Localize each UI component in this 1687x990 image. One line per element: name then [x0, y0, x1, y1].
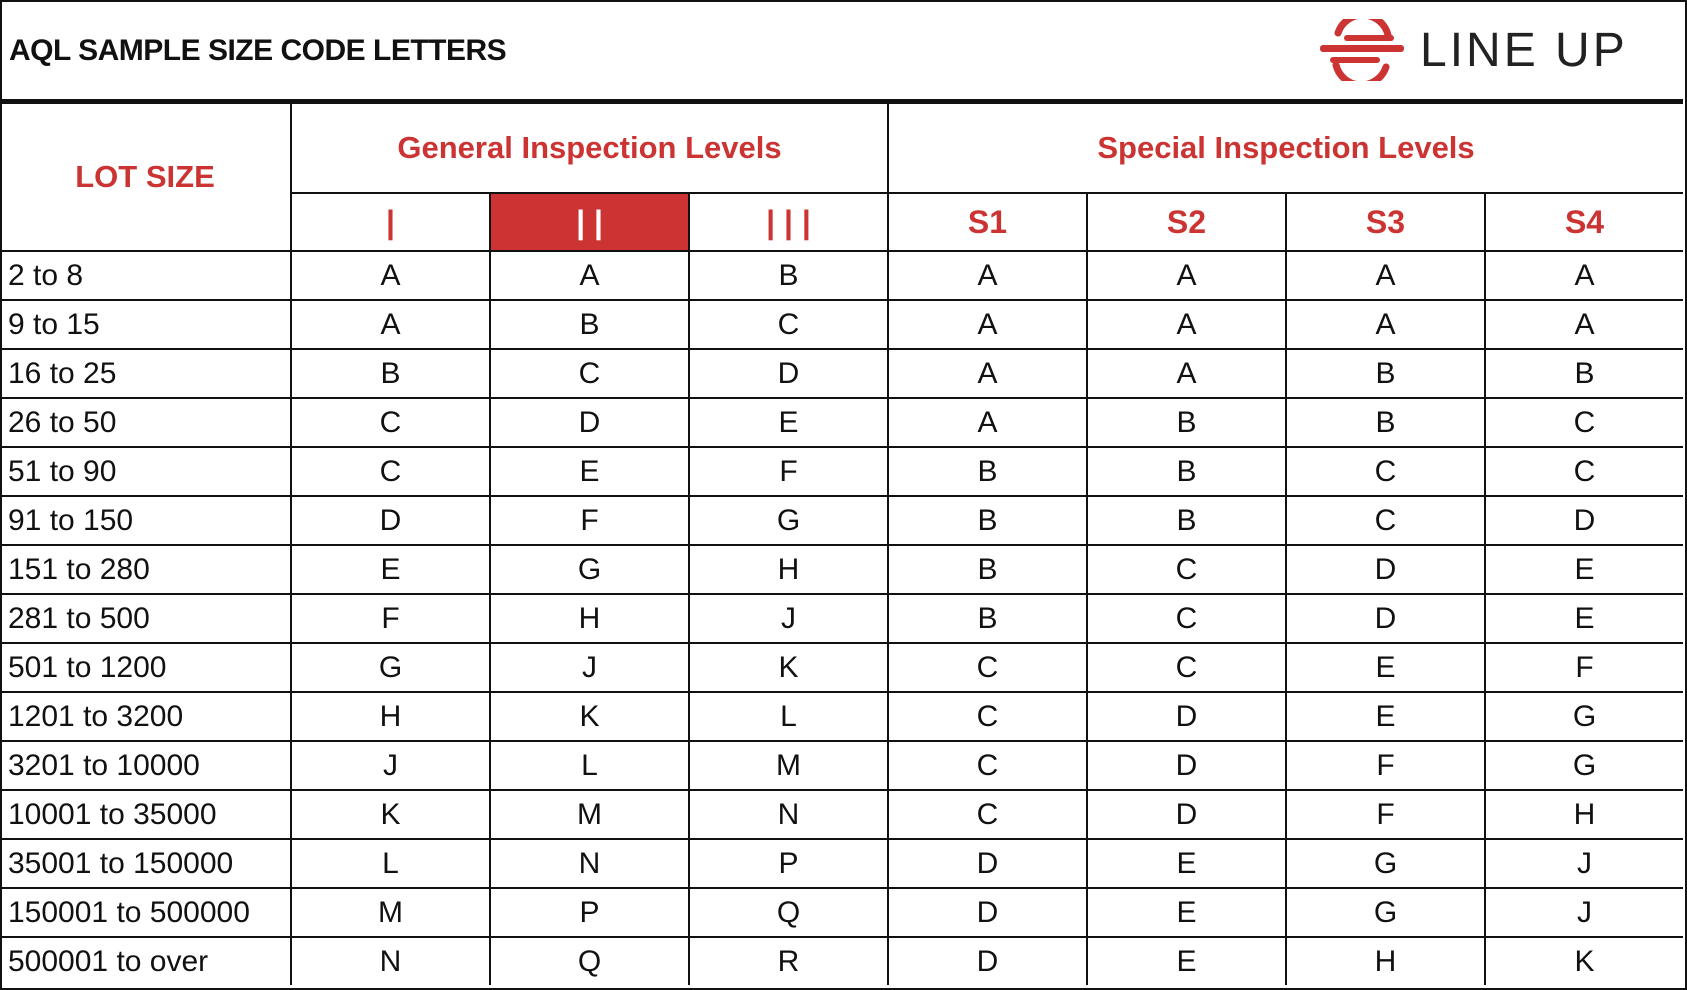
code-letter-cell: H — [490, 594, 689, 643]
code-letter-cell: K — [490, 692, 689, 741]
lot-size-cell: 150001 to 500000 — [0, 888, 291, 937]
code-letter-cell: C — [490, 349, 689, 398]
table-row — [0, 839, 1683, 888]
code-letter-cell: C — [1087, 545, 1286, 594]
code-letter-cell: P — [490, 888, 689, 937]
lot-size-cell: 51 to 90 — [0, 447, 291, 496]
table-row — [0, 300, 1683, 349]
level-header: S2 — [1087, 193, 1286, 251]
code-letter-cell: L — [291, 839, 490, 888]
general-levels-header: General Inspection Levels — [291, 103, 888, 193]
code-letter-cell: F — [1485, 643, 1683, 692]
code-letter-cell: E — [1087, 839, 1286, 888]
level-header: S1 — [888, 193, 1087, 251]
code-letter-cell: C — [888, 741, 1087, 790]
code-letter-cell: A — [490, 251, 689, 300]
code-letter-cell: A — [888, 251, 1087, 300]
code-letter-cell: E — [291, 545, 490, 594]
code-letter-cell: C — [291, 447, 490, 496]
lot-size-cell: 3201 to 10000 — [0, 741, 291, 790]
table-row — [0, 643, 1683, 692]
code-letter-cell: J — [689, 594, 888, 643]
page-title: AQL SAMPLE SIZE CODE LETTERS — [9, 34, 507, 67]
code-letter-cell: C — [1485, 447, 1683, 496]
level-header: S4 — [1485, 193, 1683, 251]
code-letter-cell: J — [1485, 888, 1683, 937]
lot-size-cell: 500001 to over — [0, 937, 291, 985]
code-letter-cell: F — [1286, 741, 1485, 790]
table-row — [0, 888, 1683, 937]
code-letter-cell: B — [1087, 398, 1286, 447]
lot-size-cell: 1201 to 3200 — [0, 692, 291, 741]
table-row — [0, 594, 1683, 643]
code-letter-cell: L — [490, 741, 689, 790]
code-letter-cell: Q — [689, 888, 888, 937]
code-letter-cell: E — [689, 398, 888, 447]
lot-size-header: LOT SIZE — [0, 103, 291, 251]
code-letter-cell: D — [1087, 790, 1286, 839]
table-row — [0, 349, 1683, 398]
code-letter-cell: B — [888, 594, 1087, 643]
code-letter-cell: D — [689, 349, 888, 398]
code-letter-cell: J — [291, 741, 490, 790]
code-letter-cell: K — [291, 790, 490, 839]
code-letter-cell: G — [490, 545, 689, 594]
code-letter-cell: F — [689, 447, 888, 496]
table-row — [0, 545, 1683, 594]
level-header: | | — [490, 193, 689, 251]
lot-size-cell: 10001 to 35000 — [0, 790, 291, 839]
code-letter-cell: B — [1087, 496, 1286, 545]
brand-logo — [1318, 18, 1628, 82]
code-letter-cell: P — [689, 839, 888, 888]
code-letter-cell: E — [1485, 594, 1683, 643]
code-letter-cell: J — [1485, 839, 1683, 888]
code-letter-cell: K — [1485, 937, 1683, 985]
level-header: | — [291, 193, 490, 251]
code-letter-cell: A — [1087, 300, 1286, 349]
code-letter-cell: H — [291, 692, 490, 741]
code-letter-cell: C — [689, 300, 888, 349]
code-letter-cell: H — [1485, 790, 1683, 839]
code-letter-cell: A — [1485, 251, 1683, 300]
code-letter-cell: D — [888, 888, 1087, 937]
code-letter-cell: D — [1485, 496, 1683, 545]
code-letter-cell: A — [1485, 300, 1683, 349]
code-letter-cell: G — [1286, 888, 1485, 937]
table-row — [0, 398, 1683, 447]
code-letter-cell: N — [490, 839, 689, 888]
lot-size-cell: 2 to 8 — [0, 251, 291, 300]
code-letter-cell: A — [888, 398, 1087, 447]
table-row — [0, 790, 1683, 839]
code-letter-cell: K — [689, 643, 888, 692]
code-letter-cell: A — [1286, 251, 1485, 300]
code-letter-cell: E — [1485, 545, 1683, 594]
code-letter-cell: R — [689, 937, 888, 985]
code-letter-cell: A — [1286, 300, 1485, 349]
lot-size-cell: 91 to 150 — [0, 496, 291, 545]
code-letter-cell: B — [1087, 447, 1286, 496]
code-letter-cell: A — [1087, 349, 1286, 398]
level-header: S3 — [1286, 193, 1485, 251]
code-letter-cell: C — [888, 643, 1087, 692]
code-letter-cell: A — [888, 349, 1087, 398]
code-letter-cell: A — [291, 300, 490, 349]
code-letter-cell: D — [888, 839, 1087, 888]
code-letter-cell: D — [888, 937, 1087, 985]
lineup-logo-icon — [1318, 19, 1406, 81]
code-letter-cell: B — [1485, 349, 1683, 398]
code-letter-cell: F — [291, 594, 490, 643]
special-levels-header: Special Inspection Levels — [888, 103, 1683, 193]
code-letter-cell: F — [1286, 790, 1485, 839]
table-row — [0, 251, 1683, 300]
table-row — [0, 496, 1683, 545]
code-letter-cell: E — [1286, 692, 1485, 741]
lot-size-cell: 35001 to 150000 — [0, 839, 291, 888]
code-letter-cell: C — [291, 398, 490, 447]
code-letter-cell: E — [1087, 937, 1286, 985]
code-letter-cell: E — [1286, 643, 1485, 692]
code-letter-cell: J — [490, 643, 689, 692]
code-letter-cell: N — [689, 790, 888, 839]
code-letter-cell: G — [689, 496, 888, 545]
code-letter-cell: M — [490, 790, 689, 839]
code-letter-cell: D — [1087, 692, 1286, 741]
code-letter-cell: C — [888, 790, 1087, 839]
code-letter-cell: B — [291, 349, 490, 398]
table-row — [0, 447, 1683, 496]
code-letter-cell: D — [1286, 594, 1485, 643]
code-letter-cell: B — [888, 545, 1087, 594]
code-letter-cell: D — [291, 496, 490, 545]
code-letter-cell: C — [1485, 398, 1683, 447]
code-letter-cell: G — [1485, 741, 1683, 790]
code-letter-cell: C — [1286, 496, 1485, 545]
lot-size-cell: 16 to 25 — [0, 349, 291, 398]
lot-size-cell: 26 to 50 — [0, 398, 291, 447]
code-letter-cell: B — [490, 300, 689, 349]
code-letter-cell: G — [1485, 692, 1683, 741]
code-letter-cell: F — [490, 496, 689, 545]
code-letter-cell: E — [490, 447, 689, 496]
code-letter-cell: A — [1087, 251, 1286, 300]
code-letter-cell: D — [1087, 741, 1286, 790]
code-letter-cell: M — [291, 888, 490, 937]
title-bar — [0, 0, 1683, 102]
code-letter-cell: A — [291, 251, 490, 300]
code-letter-cell: H — [1286, 937, 1485, 985]
code-letter-cell: D — [490, 398, 689, 447]
lot-size-cell: 151 to 280 — [0, 545, 291, 594]
table-row — [0, 741, 1683, 790]
code-letter-cell: G — [1286, 839, 1485, 888]
code-letter-cell: B — [1286, 349, 1485, 398]
code-letter-cell: C — [1087, 594, 1286, 643]
code-letter-cell: M — [689, 741, 888, 790]
lot-size-cell: 9 to 15 — [0, 300, 291, 349]
code-letter-cell: B — [689, 251, 888, 300]
level-header: | | | — [689, 193, 888, 251]
logo-wordmark: LINE UP — [1420, 23, 1628, 77]
lot-size-cell: 501 to 1200 — [0, 643, 291, 692]
aql-code-letter-table — [0, 102, 1683, 985]
lot-size-cell: 281 to 500 — [0, 594, 291, 643]
code-letter-cell: N — [291, 937, 490, 985]
code-letter-cell: B — [888, 447, 1087, 496]
code-letter-cell: D — [1286, 545, 1485, 594]
code-letter-cell: E — [1087, 888, 1286, 937]
code-letter-cell: L — [689, 692, 888, 741]
code-letter-cell: H — [689, 545, 888, 594]
code-letter-cell: G — [291, 643, 490, 692]
code-letter-cell: Q — [490, 937, 689, 985]
table-row — [0, 937, 1683, 985]
code-letter-cell: C — [888, 692, 1087, 741]
code-letter-cell: C — [1286, 447, 1485, 496]
code-letter-cell: C — [1087, 643, 1286, 692]
code-letter-cell: A — [888, 300, 1087, 349]
code-letter-cell: B — [888, 496, 1087, 545]
table-row — [0, 692, 1683, 741]
code-letter-cell: B — [1286, 398, 1485, 447]
